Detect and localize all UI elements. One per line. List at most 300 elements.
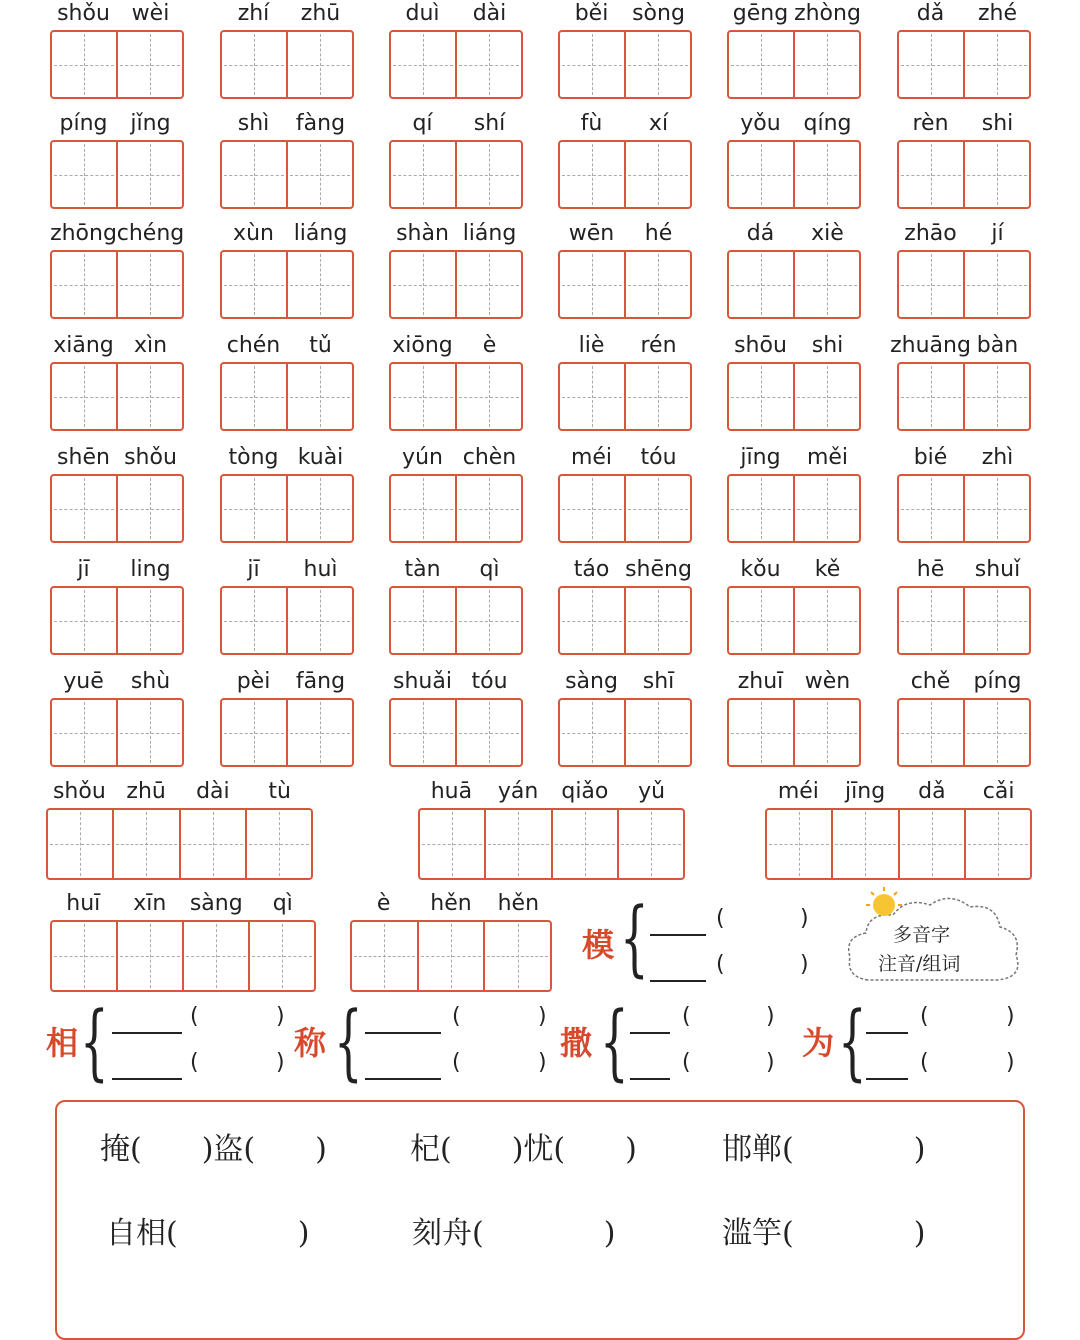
writing-cell[interactable] [116, 364, 182, 429]
character-box[interactable] [389, 474, 523, 543]
pinyin-label: táo [573, 557, 610, 582]
writing-cell[interactable] [899, 476, 963, 541]
writing-cell[interactable] [483, 922, 550, 990]
writing-cell[interactable] [899, 700, 963, 765]
writing-cell[interactable] [112, 810, 178, 878]
writing-cell[interactable] [963, 364, 1029, 429]
writing-cell[interactable] [391, 476, 455, 541]
blank-line[interactable] [650, 934, 706, 936]
pinyin-label: zhé [977, 1, 1018, 26]
character-box[interactable] [220, 30, 354, 99]
blank-line[interactable] [630, 1078, 670, 1080]
pinyin-label: yán [497, 779, 539, 804]
pinyin-label: huī [66, 891, 101, 916]
paren-open: ( [452, 1050, 461, 1075]
pinyin-label: hē [916, 557, 945, 582]
writing-cell[interactable] [793, 588, 859, 653]
pinyin-label: chén [226, 333, 281, 358]
pinyin-label: fāng [295, 669, 346, 694]
writing-cell[interactable] [455, 700, 521, 765]
pinyin-label: huā [430, 779, 473, 804]
writing-cell[interactable] [560, 364, 624, 429]
pinyin-label: wèn [804, 669, 851, 694]
character-box[interactable] [897, 250, 1031, 319]
pinyin-label: jīng [845, 779, 886, 804]
pinyin-label: gēng [732, 1, 789, 26]
writing-cell[interactable] [222, 252, 286, 317]
writing-cell[interactable] [391, 700, 455, 765]
writing-cell[interactable] [560, 588, 624, 653]
pinyin-label: jī [77, 557, 90, 582]
pinyin-label: cǎi [982, 779, 1015, 804]
pinyin-label: shēng [625, 557, 692, 582]
character-box[interactable] [389, 362, 523, 431]
character-box[interactable] [897, 586, 1031, 655]
writing-cell[interactable] [729, 476, 793, 541]
writing-cell[interactable] [964, 810, 1030, 878]
character-box[interactable] [558, 362, 692, 431]
character-box[interactable] [727, 474, 861, 543]
pinyin-label: jǐng [130, 111, 171, 136]
paren-open: ( [920, 1004, 929, 1029]
pinyin-label: zhuī [737, 669, 784, 694]
pinyin-label: shuǐ [974, 557, 1021, 582]
pinyin-label: liáng [293, 221, 348, 246]
brace-wei: { [838, 995, 867, 1090]
character-box[interactable] [389, 140, 523, 209]
pinyin-label: dá [746, 221, 775, 246]
character-box[interactable] [727, 698, 861, 767]
writing-cell[interactable] [729, 252, 793, 317]
pinyin-label: shēn [57, 445, 110, 470]
writing-cell[interactable] [455, 364, 521, 429]
writing-cell[interactable] [899, 252, 963, 317]
fill-blank-item[interactable]: 刻舟( ) [412, 1216, 616, 1251]
character-box[interactable] [50, 698, 184, 767]
pinyin-label: xìn [133, 333, 168, 358]
pinyin-label: dài [472, 1, 507, 26]
character-box[interactable] [220, 474, 354, 543]
pinyin-label: wēn [568, 221, 615, 246]
paren-open: ( [920, 1050, 929, 1075]
cloud-subtitle: 注音/组词 [878, 953, 961, 975]
writing-cell[interactable] [963, 476, 1029, 541]
paren-open: ( [716, 906, 725, 931]
character-box[interactable] [558, 140, 692, 209]
pinyin-label: měi [806, 445, 849, 470]
character-box[interactable] [50, 586, 184, 655]
writing-cell[interactable] [963, 252, 1029, 317]
pinyin-label: xùn [233, 221, 274, 246]
pinyin-label: wèi [131, 1, 170, 26]
pinyin-label: shǒu [52, 779, 106, 804]
character-box[interactable] [897, 140, 1031, 209]
pinyin-label: hěn [430, 891, 472, 916]
character-box[interactable] [50, 362, 184, 431]
pinyin-label: tòng [228, 445, 279, 470]
pinyin-label: tóu [471, 669, 508, 694]
character-box[interactable] [50, 140, 184, 209]
pinyin-label: chéng [116, 221, 185, 246]
pinyin-label: chě [910, 669, 951, 694]
writing-cell[interactable] [286, 588, 352, 653]
pinyin-label: tù [268, 779, 291, 804]
character-box[interactable] [558, 586, 692, 655]
pinyin-label: xiè [811, 221, 844, 246]
brace-cheng: { [334, 995, 363, 1090]
blank-line[interactable] [866, 1078, 908, 1080]
pinyin-label: píng [59, 111, 108, 136]
pinyin-label: píng [973, 669, 1022, 694]
pinyin-label: fù [580, 111, 603, 136]
pinyin-label: liáng [462, 221, 517, 246]
character-box[interactable] [727, 140, 861, 209]
writing-cell[interactable] [560, 476, 624, 541]
writing-cell[interactable] [222, 476, 286, 541]
writing-cell[interactable] [286, 142, 352, 207]
polyphone-char-xiang: 相 [46, 1024, 79, 1062]
pinyin-label: bié [913, 445, 948, 470]
writing-cell[interactable] [222, 700, 286, 765]
writing-cell[interactable] [793, 32, 859, 97]
writing-cell[interactable] [560, 252, 624, 317]
writing-cell[interactable] [560, 142, 624, 207]
pinyin-label: yǒu [740, 111, 781, 136]
pinyin-label: hé [644, 221, 673, 246]
brace-mo: { [620, 891, 649, 986]
pinyin-label: shi [981, 111, 1014, 136]
writing-cell[interactable] [52, 142, 116, 207]
paren-close: ) [276, 1050, 285, 1075]
character-box[interactable] [220, 250, 354, 319]
writing-cell[interactable] [793, 476, 859, 541]
pinyin-label: è [376, 891, 391, 916]
writing-cell[interactable] [116, 476, 182, 541]
pinyin-label: kě [814, 557, 841, 582]
writing-cell[interactable] [899, 32, 963, 97]
pinyin-label: dǎ [916, 1, 945, 26]
writing-cell[interactable] [963, 32, 1029, 97]
character-box[interactable] [558, 698, 692, 767]
blank-line[interactable] [650, 980, 706, 982]
blank-line[interactable] [112, 1032, 182, 1034]
pinyin-label: qí [412, 111, 433, 136]
character-box[interactable] [558, 30, 692, 99]
character-box[interactable] [220, 698, 354, 767]
writing-cell[interactable] [182, 922, 248, 990]
pinyin-label: zhōng [50, 221, 117, 246]
blank-line[interactable] [365, 1078, 441, 1080]
writing-cell[interactable] [729, 32, 793, 97]
pinyin-label: bàn [976, 333, 1019, 358]
paren-open: ( [190, 1050, 199, 1075]
pinyin-label: zhāo [904, 221, 957, 246]
writing-cell[interactable] [52, 364, 116, 429]
writing-cell[interactable] [963, 588, 1029, 653]
pinyin-label: shuǎi [393, 669, 452, 694]
character-box[interactable] [220, 586, 354, 655]
writing-cell[interactable] [286, 700, 352, 765]
writing-cell[interactable] [624, 476, 690, 541]
writing-cell[interactable] [898, 810, 964, 878]
writing-cell[interactable] [624, 588, 690, 653]
pinyin-label: shī [642, 669, 675, 694]
pinyin-label: tàn [404, 557, 441, 582]
character-box[interactable] [897, 362, 1031, 431]
paren-close: ) [1006, 1050, 1015, 1075]
writing-cell[interactable] [116, 588, 182, 653]
paren-open: ( [682, 1004, 691, 1029]
pinyin-label: rèn [912, 111, 949, 136]
pinyin-label: rén [640, 333, 677, 358]
paren-close: ) [766, 1050, 775, 1075]
pinyin-label: jī [247, 557, 260, 582]
writing-cell[interactable] [624, 32, 690, 97]
pinyin-label: shí [473, 111, 506, 136]
character-box[interactable] [727, 362, 861, 431]
writing-cell[interactable] [52, 32, 116, 97]
blank-line[interactable] [866, 1032, 908, 1034]
paren-open: ( [682, 1050, 691, 1075]
writing-cell[interactable] [831, 810, 897, 878]
blank-line[interactable] [112, 1078, 182, 1080]
pinyin-label: sàng [565, 669, 618, 694]
pinyin-label: è [482, 333, 497, 358]
pinyin-label: zhòng [794, 1, 861, 26]
blank-line[interactable] [630, 1032, 670, 1034]
writing-cell[interactable] [391, 364, 455, 429]
writing-cell[interactable] [391, 142, 455, 207]
pinyin-label: qiǎo [561, 779, 609, 804]
pinyin-label: fàng [295, 111, 346, 136]
writing-cell[interactable] [391, 588, 455, 653]
pinyin-label: xiāng [53, 333, 114, 358]
writing-cell[interactable] [52, 476, 116, 541]
paren-close: ) [766, 1004, 775, 1029]
character-box[interactable] [389, 586, 523, 655]
writing-cell[interactable] [222, 142, 286, 207]
writing-cell[interactable] [560, 32, 624, 97]
writing-cell[interactable] [729, 700, 793, 765]
character-box[interactable] [220, 362, 354, 431]
cloud-title: 多音字 [893, 924, 951, 946]
character-box[interactable] [558, 474, 692, 543]
paren-close: ) [800, 952, 809, 977]
writing-cell[interactable] [624, 252, 690, 317]
writing-cell[interactable] [455, 588, 521, 653]
writing-cell[interactable] [286, 364, 352, 429]
pinyin-label: tǔ [309, 333, 332, 358]
paren-open: ( [452, 1004, 461, 1029]
pinyin-label: dài [196, 779, 230, 804]
writing-cell[interactable] [116, 252, 182, 317]
writing-cell[interactable] [52, 252, 116, 317]
fill-blank-item[interactable]: 滥竽( ) [722, 1216, 926, 1251]
writing-cell[interactable] [617, 810, 683, 878]
writing-cell[interactable] [793, 252, 859, 317]
writing-cell[interactable] [116, 700, 182, 765]
character-box[interactable] [727, 250, 861, 319]
writing-cell[interactable] [286, 252, 352, 317]
character-box[interactable] [897, 698, 1031, 767]
writing-cell[interactable] [245, 810, 311, 878]
writing-cell[interactable] [963, 142, 1029, 207]
writing-cell[interactable] [417, 922, 484, 990]
character-box[interactable] [350, 920, 552, 992]
pinyin-label: qì [272, 891, 293, 916]
paren-open: ( [190, 1004, 199, 1029]
pinyin-label: sàng [189, 891, 243, 916]
paren-close: ) [538, 1004, 547, 1029]
pinyin-label: xīn [133, 891, 167, 916]
writing-cell[interactable] [455, 476, 521, 541]
writing-cell[interactable] [222, 588, 286, 653]
pinyin-label: tóu [640, 445, 677, 470]
sun-icon [873, 894, 895, 916]
pinyin-label: chèn [462, 445, 517, 470]
paren-close: ) [276, 1004, 285, 1029]
character-box[interactable] [220, 140, 354, 209]
writing-cell[interactable] [286, 476, 352, 541]
writing-cell[interactable] [729, 142, 793, 207]
writing-cell[interactable] [963, 700, 1029, 765]
brace-sa: { [600, 995, 629, 1090]
pinyin-label: pèi [236, 669, 271, 694]
character-box[interactable] [558, 250, 692, 319]
writing-cell[interactable] [248, 922, 314, 990]
pinyin-label: méi [570, 445, 613, 470]
pinyin-label: hěn [497, 891, 540, 916]
writing-cell[interactable] [560, 700, 624, 765]
pinyin-label: shōu [734, 333, 787, 358]
pinyin-label: qì [479, 557, 500, 582]
fill-blank-item[interactable]: 杞( )忧( ) [410, 1132, 637, 1167]
writing-cell[interactable] [48, 810, 112, 878]
pinyin-label: yǔ [638, 779, 666, 804]
pinyin-label: ling [130, 557, 171, 582]
pinyin-label: zhū [126, 779, 166, 804]
pinyin-label: běi [574, 1, 609, 26]
writing-cell[interactable] [52, 700, 116, 765]
polyphone-char-sa: 撒 [560, 1024, 593, 1062]
fill-blank-item[interactable]: 自相( ) [106, 1216, 310, 1251]
pinyin-label: yuē [63, 669, 104, 694]
character-box[interactable] [897, 30, 1031, 99]
writing-cell[interactable] [793, 364, 859, 429]
character-box[interactable] [50, 474, 184, 543]
pinyin-label: zhuāng [890, 333, 971, 358]
writing-cell[interactable] [179, 810, 245, 878]
writing-cell[interactable] [551, 810, 617, 878]
pinyin-label: kǒu [740, 557, 781, 582]
pinyin-label: shǒu [57, 1, 110, 26]
fill-blank-item[interactable]: 邯郸( ) [722, 1132, 926, 1167]
writing-cell[interactable] [286, 32, 352, 97]
writing-cell[interactable] [116, 32, 182, 97]
writing-cell[interactable] [624, 364, 690, 429]
paren-open: ( [716, 952, 725, 977]
polyphone-char-mo: 模 [582, 926, 615, 964]
character-box[interactable] [46, 808, 313, 880]
paren-close: ) [800, 906, 809, 931]
character-box[interactable] [727, 30, 861, 99]
character-box[interactable] [50, 920, 316, 992]
pinyin-label: yún [402, 445, 443, 470]
pinyin-label: xiōng [392, 333, 453, 358]
pinyin-label: xí [648, 111, 669, 136]
writing-cell[interactable] [391, 252, 455, 317]
writing-cell[interactable] [116, 922, 182, 990]
writing-cell[interactable] [52, 588, 116, 653]
character-box[interactable] [727, 586, 861, 655]
writing-cell[interactable] [352, 922, 417, 990]
writing-cell[interactable] [729, 588, 793, 653]
character-box[interactable] [389, 30, 523, 99]
pinyin-label: dǎ [918, 779, 946, 804]
pinyin-label: sòng [632, 1, 685, 26]
writing-cell[interactable] [729, 364, 793, 429]
pinyin-label: jīng [740, 445, 781, 470]
pinyin-label: huì [303, 557, 338, 582]
character-box[interactable] [50, 250, 184, 319]
writing-cell[interactable] [899, 588, 963, 653]
writing-cell[interactable] [624, 700, 690, 765]
paren-close: ) [1006, 1004, 1015, 1029]
pinyin-label: zhì [981, 445, 1014, 470]
character-box[interactable] [389, 250, 523, 319]
writing-cell[interactable] [624, 142, 690, 207]
writing-cell[interactable] [455, 142, 521, 207]
pinyin-label: zhū [300, 1, 341, 26]
blank-line[interactable] [365, 1032, 441, 1034]
writing-cell[interactable] [455, 252, 521, 317]
writing-cell[interactable] [52, 922, 116, 990]
writing-cell[interactable] [899, 142, 963, 207]
character-box[interactable] [418, 808, 685, 880]
character-box[interactable] [389, 698, 523, 767]
pinyin-label: duì [405, 1, 440, 26]
writing-cell[interactable] [222, 32, 286, 97]
pinyin-label: shi [811, 333, 844, 358]
brace-xiang: { [80, 995, 109, 1090]
writing-cell[interactable] [793, 700, 859, 765]
writing-cell[interactable] [484, 810, 550, 878]
writing-cell[interactable] [420, 810, 484, 878]
pinyin-label: liè [578, 333, 605, 358]
pinyin-label: qíng [803, 111, 852, 136]
writing-cell[interactable] [116, 142, 182, 207]
writing-cell[interactable] [767, 810, 831, 878]
writing-cell[interactable] [222, 364, 286, 429]
character-box[interactable] [765, 808, 1032, 880]
fill-blank-item[interactable]: 掩( )盗( ) [100, 1132, 327, 1167]
character-box[interactable] [50, 30, 184, 99]
pinyin-label: méi [777, 779, 819, 804]
writing-cell[interactable] [391, 32, 455, 97]
paren-close: ) [538, 1050, 547, 1075]
writing-cell[interactable] [899, 364, 963, 429]
pinyin-label: shǒu [124, 445, 177, 470]
pinyin-label: shù [130, 669, 171, 694]
polyphone-char-cheng: 称 [294, 1024, 327, 1062]
polyphone-char-wei: 为 [802, 1024, 835, 1062]
writing-cell[interactable] [455, 32, 521, 97]
writing-cell[interactable] [793, 142, 859, 207]
pinyin-label: shàn [396, 221, 449, 246]
pinyin-label: shì [237, 111, 270, 136]
character-box[interactable] [897, 474, 1031, 543]
pinyin-label: zhí [237, 1, 270, 26]
